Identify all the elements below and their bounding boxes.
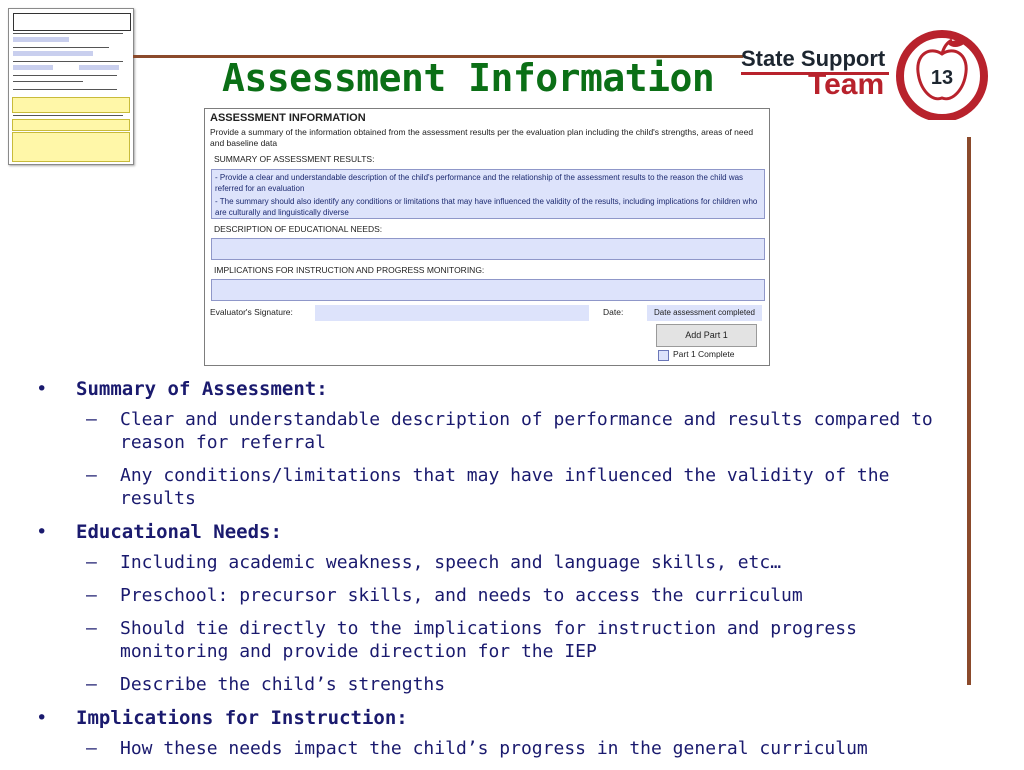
- date-field[interactable]: Date assessment completed: [647, 305, 762, 321]
- bullet-needs: • Educational Needs:: [36, 521, 282, 543]
- summary-label: SUMMARY OF ASSESSMENT RESULTS:: [214, 154, 375, 164]
- sub-bullet-text: Describe the child’s strengths: [120, 674, 446, 695]
- form-title: ASSESSMENT INFORMATION: [210, 112, 366, 124]
- bullet-heading: Educational Needs:: [76, 521, 282, 543]
- sub-bullet: – Including academic weakness, speech and language skills, etc…: [86, 552, 782, 573]
- sub-bullet-text: Preschool: precursor skills, and needs to access the curriculum: [120, 585, 803, 606]
- logo-number: 13: [930, 67, 954, 89]
- add-part1-button[interactable]: Add Part 1: [656, 324, 757, 347]
- apple-logo-icon: [890, 24, 994, 120]
- summary-help-2: - The summary should also identify any conditions or limitations that may have influenced the validity of the results, including implications for children who are culturally and linguistically diverse: [215, 197, 758, 217]
- sub-bullet-text: Including academic weakness, speech and language skills, etc…: [120, 552, 782, 573]
- bullet-heading: Summary of Assessment:: [76, 378, 328, 400]
- sub-bullet: – Clear and understandable description of performance and results compared to reason for referral: [86, 409, 933, 453]
- needs-label: DESCRIPTION OF EDUCATIONAL NEEDS:: [214, 224, 383, 234]
- signature-field[interactable]: [315, 305, 589, 321]
- implications-field[interactable]: [211, 279, 765, 301]
- form-description: Provide a summary of the information obtained from the assessment results per the evaluation plan including the child's strengths, areas of need and baseline data: [210, 127, 754, 148]
- part1-complete-label: Part 1 Complete: [673, 349, 735, 359]
- part1-complete-checkbox[interactable]: [658, 350, 669, 361]
- signature-label: Evaluator's Signature:: [210, 307, 293, 317]
- sub-bullet-text: Should tie directly to the implications for instruction and progress monitoring and provide direction for the IEP: [120, 618, 857, 662]
- assessment-form: [204, 108, 770, 366]
- sub-bullet: – Describe the child’s strengths: [86, 674, 446, 695]
- summary-field[interactable]: [211, 169, 765, 219]
- sub-bullet: – How these needs impact the child’s progress in the general curriculum: [86, 738, 868, 759]
- sub-bullet-text: Any conditions/limitations that may have influenced the validity of the results: [120, 465, 890, 509]
- side-rule: [967, 137, 971, 685]
- summary-help-1: - Provide a clear and understandable description of the child's performance and the relationship of the assessment results to the reason the child was referred for an evaluation: [215, 173, 744, 193]
- logo-line2: Team: [808, 68, 885, 101]
- implications-label: IMPLICATIONS FOR INSTRUCTION AND PROGRESS MONITORING:: [214, 265, 485, 275]
- sub-bullet-text: Clear and understandable description of performance and results compared to reason for referral: [120, 409, 933, 453]
- sub-bullet: – Should tie directly to the implications for instruction and progress monitoring and provide direction for the IEP: [86, 618, 857, 662]
- bullet-heading: Implications for Instruction:: [76, 707, 408, 729]
- sub-bullet: – Preschool: precursor skills, and needs to access the curriculum: [86, 585, 803, 606]
- slide-title: Assessment Information: [222, 56, 715, 100]
- sub-bullet-text: How these needs impact the child’s progress in the general curriculum: [120, 738, 868, 759]
- form-thumbnail: [8, 8, 134, 165]
- date-label: Date:: [603, 307, 624, 317]
- sub-bullet: – Any conditions/limitations that may have influenced the validity of the results: [86, 465, 890, 509]
- bullet-summary: • Summary of Assessment:: [36, 378, 328, 400]
- logo-line1: State Support: [741, 46, 886, 71]
- bullet-implications: • Implications for Instruction:: [36, 707, 408, 729]
- bullet-list: [36, 374, 961, 770]
- needs-field[interactable]: [211, 238, 765, 260]
